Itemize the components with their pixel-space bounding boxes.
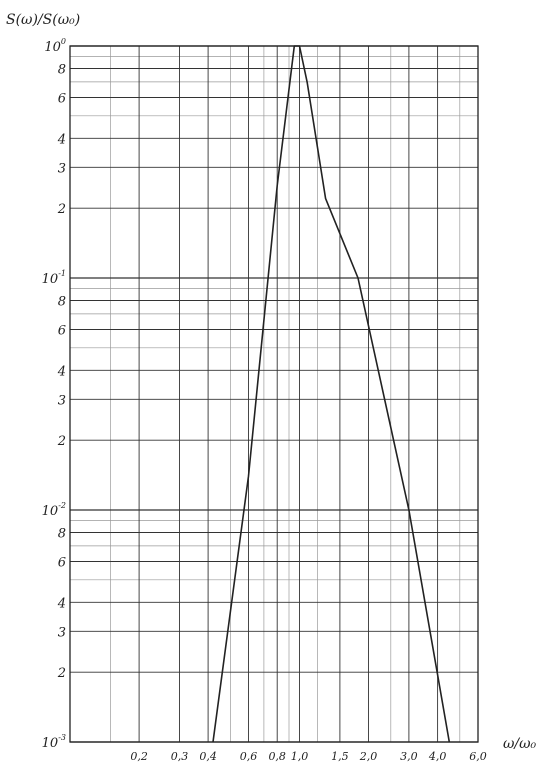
y-tick-label: $10^{-1}$ — [41, 269, 66, 287]
y-tick-label: $10^{-3}$ — [41, 733, 66, 751]
y-tick-label: 4 — [57, 364, 66, 380]
x-tick-label: 6,0 — [469, 750, 487, 763]
x-tick-label: 0,6 — [239, 750, 258, 763]
y-tick-label: 3 — [57, 393, 66, 409]
x-tick-label: 0,2 — [130, 750, 148, 763]
x-tick-label: 0,3 — [170, 750, 189, 763]
y-tick-exponent: 0 — [60, 37, 66, 46]
x-tick-label: 0,8 — [268, 750, 286, 763]
x-tick-label: 1,5 — [331, 750, 349, 763]
y-tick-label: 8 — [57, 526, 66, 542]
y-axis-title: S(ω)/S(ω₀) — [6, 12, 81, 28]
x-tick-label: 0,4 — [199, 750, 217, 763]
y-tick-label: $10^0$ — [44, 37, 66, 55]
y-tick-label: 2 — [57, 434, 66, 450]
x-tick-label: 1,0 — [290, 750, 309, 763]
x-tick-label: 3,0 — [400, 750, 418, 763]
y-tick-label: 4 — [57, 596, 66, 612]
y-tick-exponent: -1 — [58, 269, 66, 278]
y-tick-label: 8 — [57, 62, 66, 78]
x-axis-title: ω/ω₀ — [503, 736, 537, 752]
y-tick-label: 4 — [57, 132, 66, 148]
y-tick-label: 6 — [57, 555, 66, 571]
x-tick-label: 2,0 — [359, 750, 378, 763]
x-tick-label: 4,0 — [428, 750, 447, 763]
y-tick-labels — [42, 37, 66, 751]
y-tick-exponent: -3 — [58, 733, 66, 742]
y-tick-label: 6 — [57, 91, 66, 107]
y-tick-label: 3 — [57, 161, 66, 177]
y-tick-label: $10^{-2}$ — [41, 501, 66, 519]
major-grid — [70, 46, 478, 742]
y-tick-label: 2 — [57, 666, 66, 682]
plot-frame — [70, 46, 478, 742]
y-tick-exponent: -2 — [58, 501, 66, 510]
y-tick-label: 2 — [57, 202, 66, 218]
minor-grid — [70, 46, 478, 742]
y-tick-label: 6 — [57, 323, 66, 339]
y-tick-label: 3 — [57, 625, 66, 641]
x-tick-labels — [130, 750, 486, 763]
y-tick-label: 8 — [57, 294, 66, 310]
